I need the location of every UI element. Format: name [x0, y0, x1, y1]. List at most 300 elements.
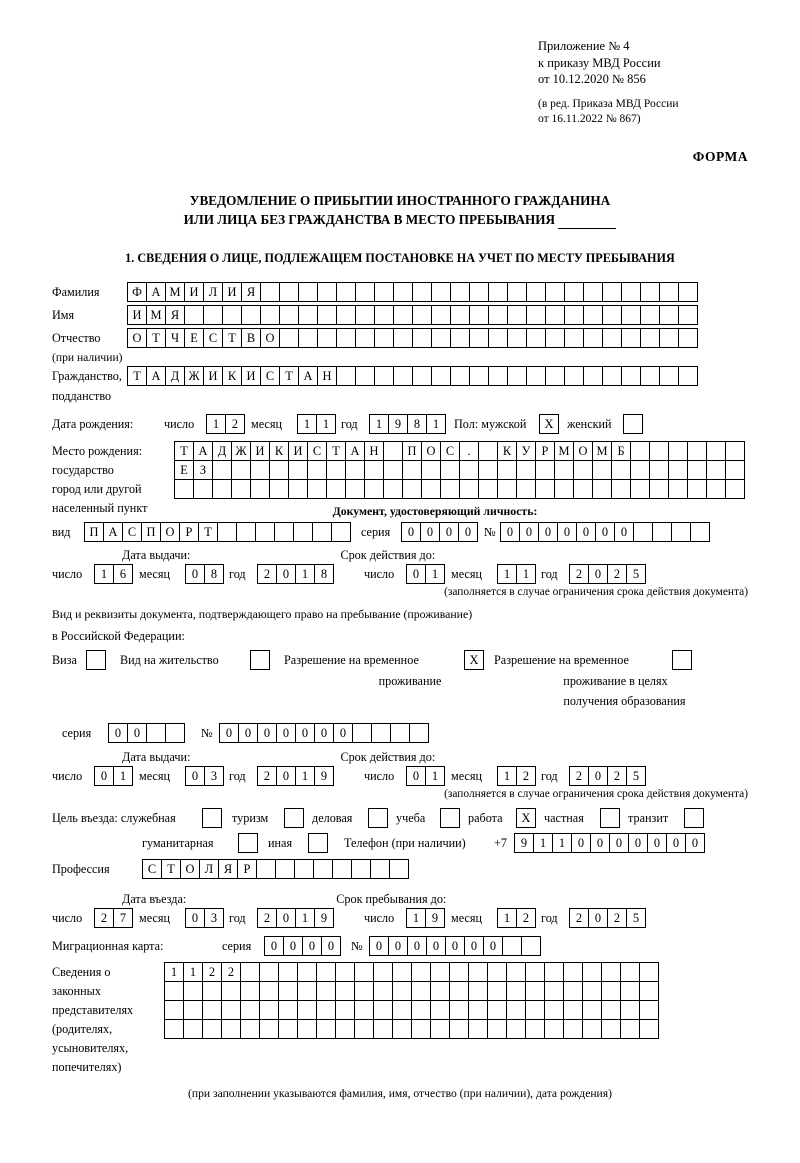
cell[interactable]: 0 — [666, 833, 686, 853]
cell[interactable] — [260, 305, 280, 325]
cell[interactable]: И — [241, 366, 261, 386]
cell[interactable] — [573, 460, 593, 480]
cell[interactable] — [573, 479, 593, 499]
field-birth-year[interactable] — [369, 414, 446, 434]
cell[interactable]: 1 — [297, 414, 317, 434]
cell[interactable]: О — [260, 328, 280, 348]
cell[interactable]: 2 — [607, 908, 627, 928]
cell[interactable] — [354, 981, 374, 1001]
cell[interactable] — [202, 1000, 222, 1020]
cell[interactable]: 5 — [626, 908, 646, 928]
cell[interactable] — [602, 282, 622, 302]
cell[interactable]: 0 — [314, 723, 334, 743]
cell[interactable]: 0 — [369, 936, 389, 956]
cell[interactable] — [355, 305, 375, 325]
cell[interactable]: П — [402, 441, 422, 461]
cell[interactable]: 2 — [94, 908, 114, 928]
cell[interactable] — [506, 962, 526, 982]
cell[interactable] — [526, 305, 546, 325]
cell[interactable] — [469, 282, 489, 302]
field-profession[interactable] — [142, 859, 409, 879]
cell[interactable] — [564, 305, 584, 325]
checkbox-sex-female[interactable] — [623, 414, 643, 434]
cell[interactable]: А — [146, 282, 166, 302]
cell[interactable] — [203, 305, 223, 325]
cell[interactable] — [288, 460, 308, 480]
field-birthplace-state[interactable] — [174, 441, 745, 461]
cell[interactable] — [450, 282, 470, 302]
cell[interactable] — [217, 522, 237, 542]
cell[interactable] — [421, 479, 441, 499]
cell[interactable] — [564, 328, 584, 348]
cell[interactable]: Л — [203, 282, 223, 302]
cell[interactable]: 2 — [257, 564, 277, 584]
cell[interactable]: 8 — [314, 564, 334, 584]
cell[interactable] — [316, 981, 336, 1001]
cell[interactable] — [354, 962, 374, 982]
cell[interactable]: 1 — [295, 564, 315, 584]
cell[interactable] — [351, 859, 371, 879]
cell[interactable] — [620, 981, 640, 1001]
cell[interactable]: У — [516, 441, 536, 461]
cell[interactable] — [431, 282, 451, 302]
cell[interactable] — [687, 441, 707, 461]
cell[interactable]: 9 — [514, 833, 534, 853]
cell[interactable]: 0 — [557, 522, 577, 542]
cell[interactable] — [241, 305, 261, 325]
cell[interactable]: 0 — [571, 833, 591, 853]
cell[interactable] — [611, 460, 631, 480]
cell[interactable] — [582, 962, 602, 982]
cell[interactable] — [602, 366, 622, 386]
cell[interactable]: 0 — [685, 833, 705, 853]
cell[interactable] — [411, 1000, 431, 1020]
cell[interactable] — [412, 366, 432, 386]
cell[interactable]: С — [142, 859, 162, 879]
cell[interactable] — [383, 460, 403, 480]
field-legal-rep-4[interactable] — [164, 1019, 659, 1039]
cell[interactable] — [544, 981, 564, 1001]
cell[interactable] — [298, 305, 318, 325]
field-permit-series[interactable] — [108, 723, 185, 743]
cell[interactable]: 6 — [113, 564, 133, 584]
cell[interactable] — [269, 460, 289, 480]
cell[interactable] — [393, 366, 413, 386]
cell[interactable] — [164, 981, 184, 1001]
cell[interactable] — [412, 328, 432, 348]
cell[interactable] — [240, 962, 260, 982]
cell[interactable]: О — [573, 441, 593, 461]
cell[interactable]: С — [440, 441, 460, 461]
field-birthplace-city-1[interactable] — [174, 460, 745, 480]
cell[interactable] — [431, 305, 451, 325]
cell[interactable] — [293, 522, 313, 542]
cell[interactable] — [374, 366, 394, 386]
cell[interactable] — [236, 522, 256, 542]
cell[interactable] — [259, 981, 279, 1001]
cell[interactable] — [411, 962, 431, 982]
cell[interactable] — [393, 282, 413, 302]
cell[interactable] — [449, 1019, 469, 1039]
cell[interactable] — [184, 305, 204, 325]
cell[interactable] — [640, 282, 660, 302]
cell[interactable] — [336, 366, 356, 386]
cell[interactable]: Т — [127, 366, 147, 386]
cell[interactable]: К — [222, 366, 242, 386]
cell[interactable] — [373, 1000, 393, 1020]
cell[interactable]: 0 — [576, 522, 596, 542]
cell[interactable]: 0 — [647, 833, 667, 853]
cell[interactable] — [497, 460, 517, 480]
cell[interactable] — [507, 328, 527, 348]
cell[interactable] — [649, 479, 669, 499]
cell[interactable] — [478, 479, 498, 499]
cell[interactable] — [507, 305, 527, 325]
cell[interactable] — [668, 441, 688, 461]
cell[interactable]: Р — [535, 441, 555, 461]
cell[interactable] — [487, 1019, 507, 1039]
cell[interactable]: 0 — [538, 522, 558, 542]
cell[interactable] — [256, 859, 276, 879]
cell[interactable] — [621, 305, 641, 325]
cell[interactable] — [725, 479, 745, 499]
cell[interactable] — [611, 479, 631, 499]
cell[interactable]: 1 — [113, 766, 133, 786]
cell[interactable]: 0 — [464, 936, 484, 956]
cell[interactable] — [383, 479, 403, 499]
cell[interactable] — [621, 328, 641, 348]
cell[interactable] — [345, 460, 365, 480]
cell[interactable]: 3 — [204, 766, 224, 786]
cell[interactable] — [449, 981, 469, 1001]
cell[interactable] — [592, 460, 612, 480]
cell[interactable] — [621, 282, 641, 302]
cell[interactable] — [373, 981, 393, 1001]
cell[interactable] — [317, 305, 337, 325]
cell[interactable] — [402, 479, 422, 499]
cell[interactable]: 5 — [626, 564, 646, 584]
cell[interactable] — [545, 366, 565, 386]
cell[interactable] — [392, 962, 412, 982]
cell[interactable] — [516, 460, 536, 480]
cell[interactable] — [583, 305, 603, 325]
cell[interactable] — [468, 1000, 488, 1020]
cell[interactable] — [313, 859, 333, 879]
cell[interactable]: 0 — [588, 564, 608, 584]
cell[interactable] — [659, 366, 679, 386]
cell[interactable] — [488, 282, 508, 302]
cell[interactable] — [297, 1000, 317, 1020]
field-permit-valid-month[interactable] — [497, 766, 536, 786]
cell[interactable] — [563, 962, 583, 982]
cell[interactable]: 0 — [302, 936, 322, 956]
cell[interactable] — [355, 366, 375, 386]
cell[interactable] — [421, 460, 441, 480]
cell[interactable] — [582, 981, 602, 1001]
cell[interactable]: А — [103, 522, 123, 542]
cell[interactable] — [525, 962, 545, 982]
cell[interactable]: И — [127, 305, 147, 325]
cell[interactable] — [411, 981, 431, 1001]
cell[interactable] — [392, 981, 412, 1001]
cell[interactable] — [506, 1000, 526, 1020]
cell[interactable]: Р — [179, 522, 199, 542]
cell[interactable] — [222, 305, 242, 325]
cell[interactable]: И — [250, 441, 270, 461]
cell[interactable] — [231, 479, 251, 499]
cell[interactable] — [602, 328, 622, 348]
checkbox-purpose-work[interactable]: Х — [516, 808, 536, 828]
cell[interactable] — [601, 962, 621, 982]
checkbox-purpose-study[interactable] — [440, 808, 460, 828]
cell[interactable] — [544, 1000, 564, 1020]
field-valid-year[interactable] — [569, 564, 646, 584]
cell[interactable]: А — [345, 441, 365, 461]
cell[interactable] — [620, 962, 640, 982]
checkbox-purpose-humanitarian[interactable] — [238, 833, 258, 853]
cell[interactable] — [370, 859, 390, 879]
cell[interactable]: Т — [174, 441, 194, 461]
cell[interactable] — [335, 962, 355, 982]
cell[interactable]: 1 — [552, 833, 572, 853]
field-issue-month[interactable] — [185, 564, 224, 584]
cell[interactable]: К — [497, 441, 517, 461]
cell[interactable]: Н — [317, 366, 337, 386]
cell[interactable]: 1 — [316, 414, 336, 434]
cell[interactable] — [487, 1000, 507, 1020]
cell[interactable]: Е — [174, 460, 194, 480]
cell[interactable] — [278, 1000, 298, 1020]
cell[interactable] — [649, 460, 669, 480]
cell[interactable]: И — [288, 441, 308, 461]
cell[interactable] — [564, 366, 584, 386]
cell[interactable] — [497, 479, 517, 499]
cell[interactable] — [279, 328, 299, 348]
cell[interactable] — [326, 479, 346, 499]
cell[interactable] — [430, 962, 450, 982]
cell[interactable] — [402, 460, 422, 480]
cell[interactable]: М — [146, 305, 166, 325]
cell[interactable]: 1 — [425, 564, 445, 584]
cell[interactable] — [312, 522, 332, 542]
field-doc-series[interactable] — [401, 522, 478, 542]
cell[interactable] — [183, 1019, 203, 1039]
cell[interactable] — [240, 981, 260, 1001]
cell[interactable] — [383, 441, 403, 461]
cell[interactable] — [652, 522, 672, 542]
cell[interactable]: Я — [218, 859, 238, 879]
cell[interactable] — [516, 479, 536, 499]
cell[interactable] — [639, 1000, 659, 1020]
cell[interactable] — [526, 282, 546, 302]
cell[interactable] — [554, 479, 574, 499]
cell[interactable] — [250, 479, 270, 499]
cell[interactable] — [297, 962, 317, 982]
cell[interactable] — [507, 282, 527, 302]
cell[interactable] — [165, 723, 185, 743]
cell[interactable] — [146, 723, 166, 743]
cell[interactable]: 1 — [369, 414, 389, 434]
cell[interactable] — [231, 460, 251, 480]
checkbox-purpose-tourism[interactable] — [284, 808, 304, 828]
field-entry-year[interactable] — [257, 908, 334, 928]
cell[interactable] — [355, 328, 375, 348]
cell[interactable] — [525, 1000, 545, 1020]
cell[interactable] — [630, 441, 650, 461]
cell[interactable]: 0 — [406, 564, 426, 584]
cell[interactable]: Т — [161, 859, 181, 879]
cell[interactable]: 2 — [607, 564, 627, 584]
field-migration-number[interactable] — [369, 936, 541, 956]
cell[interactable]: 0 — [276, 723, 296, 743]
cell[interactable] — [431, 366, 451, 386]
checkbox-purpose-other[interactable] — [308, 833, 328, 853]
cell[interactable] — [649, 441, 669, 461]
cell[interactable] — [364, 479, 384, 499]
cell[interactable]: С — [260, 366, 280, 386]
cell[interactable] — [582, 1000, 602, 1020]
cell[interactable] — [478, 460, 498, 480]
cell[interactable]: Н — [364, 441, 384, 461]
cell[interactable] — [259, 962, 279, 982]
cell[interactable] — [502, 936, 522, 956]
cell[interactable] — [687, 479, 707, 499]
cell[interactable]: М — [592, 441, 612, 461]
cell[interactable]: П — [84, 522, 104, 542]
cell[interactable]: М — [165, 282, 185, 302]
cell[interactable] — [373, 1019, 393, 1039]
cell[interactable]: 0 — [401, 522, 421, 542]
cell[interactable] — [640, 328, 660, 348]
cell[interactable]: 0 — [588, 766, 608, 786]
cell[interactable]: 0 — [276, 766, 296, 786]
cell[interactable] — [659, 305, 679, 325]
cell[interactable] — [450, 328, 470, 348]
cell[interactable] — [459, 460, 479, 480]
cell[interactable]: 0 — [445, 936, 465, 956]
field-legal-rep-1[interactable] — [164, 962, 659, 982]
cell[interactable] — [298, 328, 318, 348]
cell[interactable]: Т — [198, 522, 218, 542]
cell[interactable] — [174, 479, 194, 499]
cell[interactable] — [671, 522, 691, 542]
cell[interactable] — [690, 522, 710, 542]
cell[interactable]: Т — [146, 328, 166, 348]
cell[interactable]: 2 — [516, 908, 536, 928]
cell[interactable]: Т — [326, 441, 346, 461]
cell[interactable]: 7 — [113, 908, 133, 928]
cell[interactable] — [412, 305, 432, 325]
cell[interactable] — [430, 1019, 450, 1039]
cell[interactable] — [412, 282, 432, 302]
cell[interactable]: 0 — [238, 723, 258, 743]
field-doc-kind[interactable] — [84, 522, 351, 542]
cell[interactable] — [440, 479, 460, 499]
cell[interactable] — [468, 962, 488, 982]
cell[interactable] — [390, 723, 410, 743]
cell[interactable]: О — [421, 441, 441, 461]
cell[interactable]: 0 — [590, 833, 610, 853]
cell[interactable] — [535, 479, 555, 499]
cell[interactable]: 1 — [533, 833, 553, 853]
cell[interactable] — [678, 282, 698, 302]
cell[interactable] — [620, 1000, 640, 1020]
cell[interactable]: 0 — [614, 522, 634, 542]
cell[interactable]: 0 — [519, 522, 539, 542]
cell[interactable] — [678, 366, 698, 386]
cell[interactable]: 2 — [569, 908, 589, 928]
cell[interactable] — [336, 328, 356, 348]
cell[interactable] — [193, 479, 213, 499]
cell[interactable]: 1 — [183, 962, 203, 982]
cell[interactable] — [221, 981, 241, 1001]
cell[interactable]: 2 — [569, 564, 589, 584]
cell[interactable]: Т — [222, 328, 242, 348]
cell[interactable] — [250, 460, 270, 480]
cell[interactable]: Ж — [184, 366, 204, 386]
cell[interactable]: Л — [199, 859, 219, 879]
cell[interactable]: С — [307, 441, 327, 461]
cell[interactable]: 0 — [108, 723, 128, 743]
cell[interactable] — [430, 1000, 450, 1020]
cell[interactable] — [601, 1019, 621, 1039]
cell[interactable]: . — [459, 441, 479, 461]
cell[interactable] — [601, 1000, 621, 1020]
field-issue-day[interactable] — [94, 564, 133, 584]
cell[interactable] — [639, 962, 659, 982]
cell[interactable] — [221, 1000, 241, 1020]
cell[interactable] — [706, 460, 726, 480]
cell[interactable] — [317, 328, 337, 348]
cell[interactable] — [279, 282, 299, 302]
cell[interactable] — [478, 441, 498, 461]
cell[interactable]: 5 — [626, 766, 646, 786]
cell[interactable]: В — [241, 328, 261, 348]
field-issue-year[interactable] — [257, 564, 334, 584]
cell[interactable] — [487, 981, 507, 1001]
cell[interactable] — [621, 366, 641, 386]
cell[interactable]: 1 — [426, 414, 446, 434]
cell[interactable]: 2 — [257, 908, 277, 928]
cell[interactable]: 0 — [185, 564, 205, 584]
cell[interactable] — [468, 981, 488, 1001]
cell[interactable] — [373, 962, 393, 982]
cell[interactable] — [582, 1019, 602, 1039]
cell[interactable] — [545, 282, 565, 302]
cell[interactable] — [297, 981, 317, 1001]
cell[interactable]: 2 — [257, 766, 277, 786]
cell[interactable]: 0 — [333, 723, 353, 743]
cell[interactable] — [545, 328, 565, 348]
cell[interactable] — [374, 305, 394, 325]
cell[interactable] — [659, 282, 679, 302]
cell[interactable] — [278, 981, 298, 1001]
field-stay-month[interactable] — [497, 908, 536, 928]
cell[interactable]: 0 — [257, 723, 277, 743]
cell[interactable] — [332, 859, 352, 879]
cell[interactable] — [449, 1000, 469, 1020]
cell[interactable] — [389, 859, 409, 879]
cell[interactable] — [275, 859, 295, 879]
cell[interactable]: 2 — [516, 766, 536, 786]
field-stay-day[interactable] — [406, 908, 445, 928]
cell[interactable]: 2 — [202, 962, 222, 982]
cell[interactable]: 0 — [628, 833, 648, 853]
cell[interactable] — [633, 522, 653, 542]
cell[interactable]: 0 — [219, 723, 239, 743]
checkbox-purpose-private[interactable] — [600, 808, 620, 828]
field-entry-day[interactable] — [94, 908, 133, 928]
